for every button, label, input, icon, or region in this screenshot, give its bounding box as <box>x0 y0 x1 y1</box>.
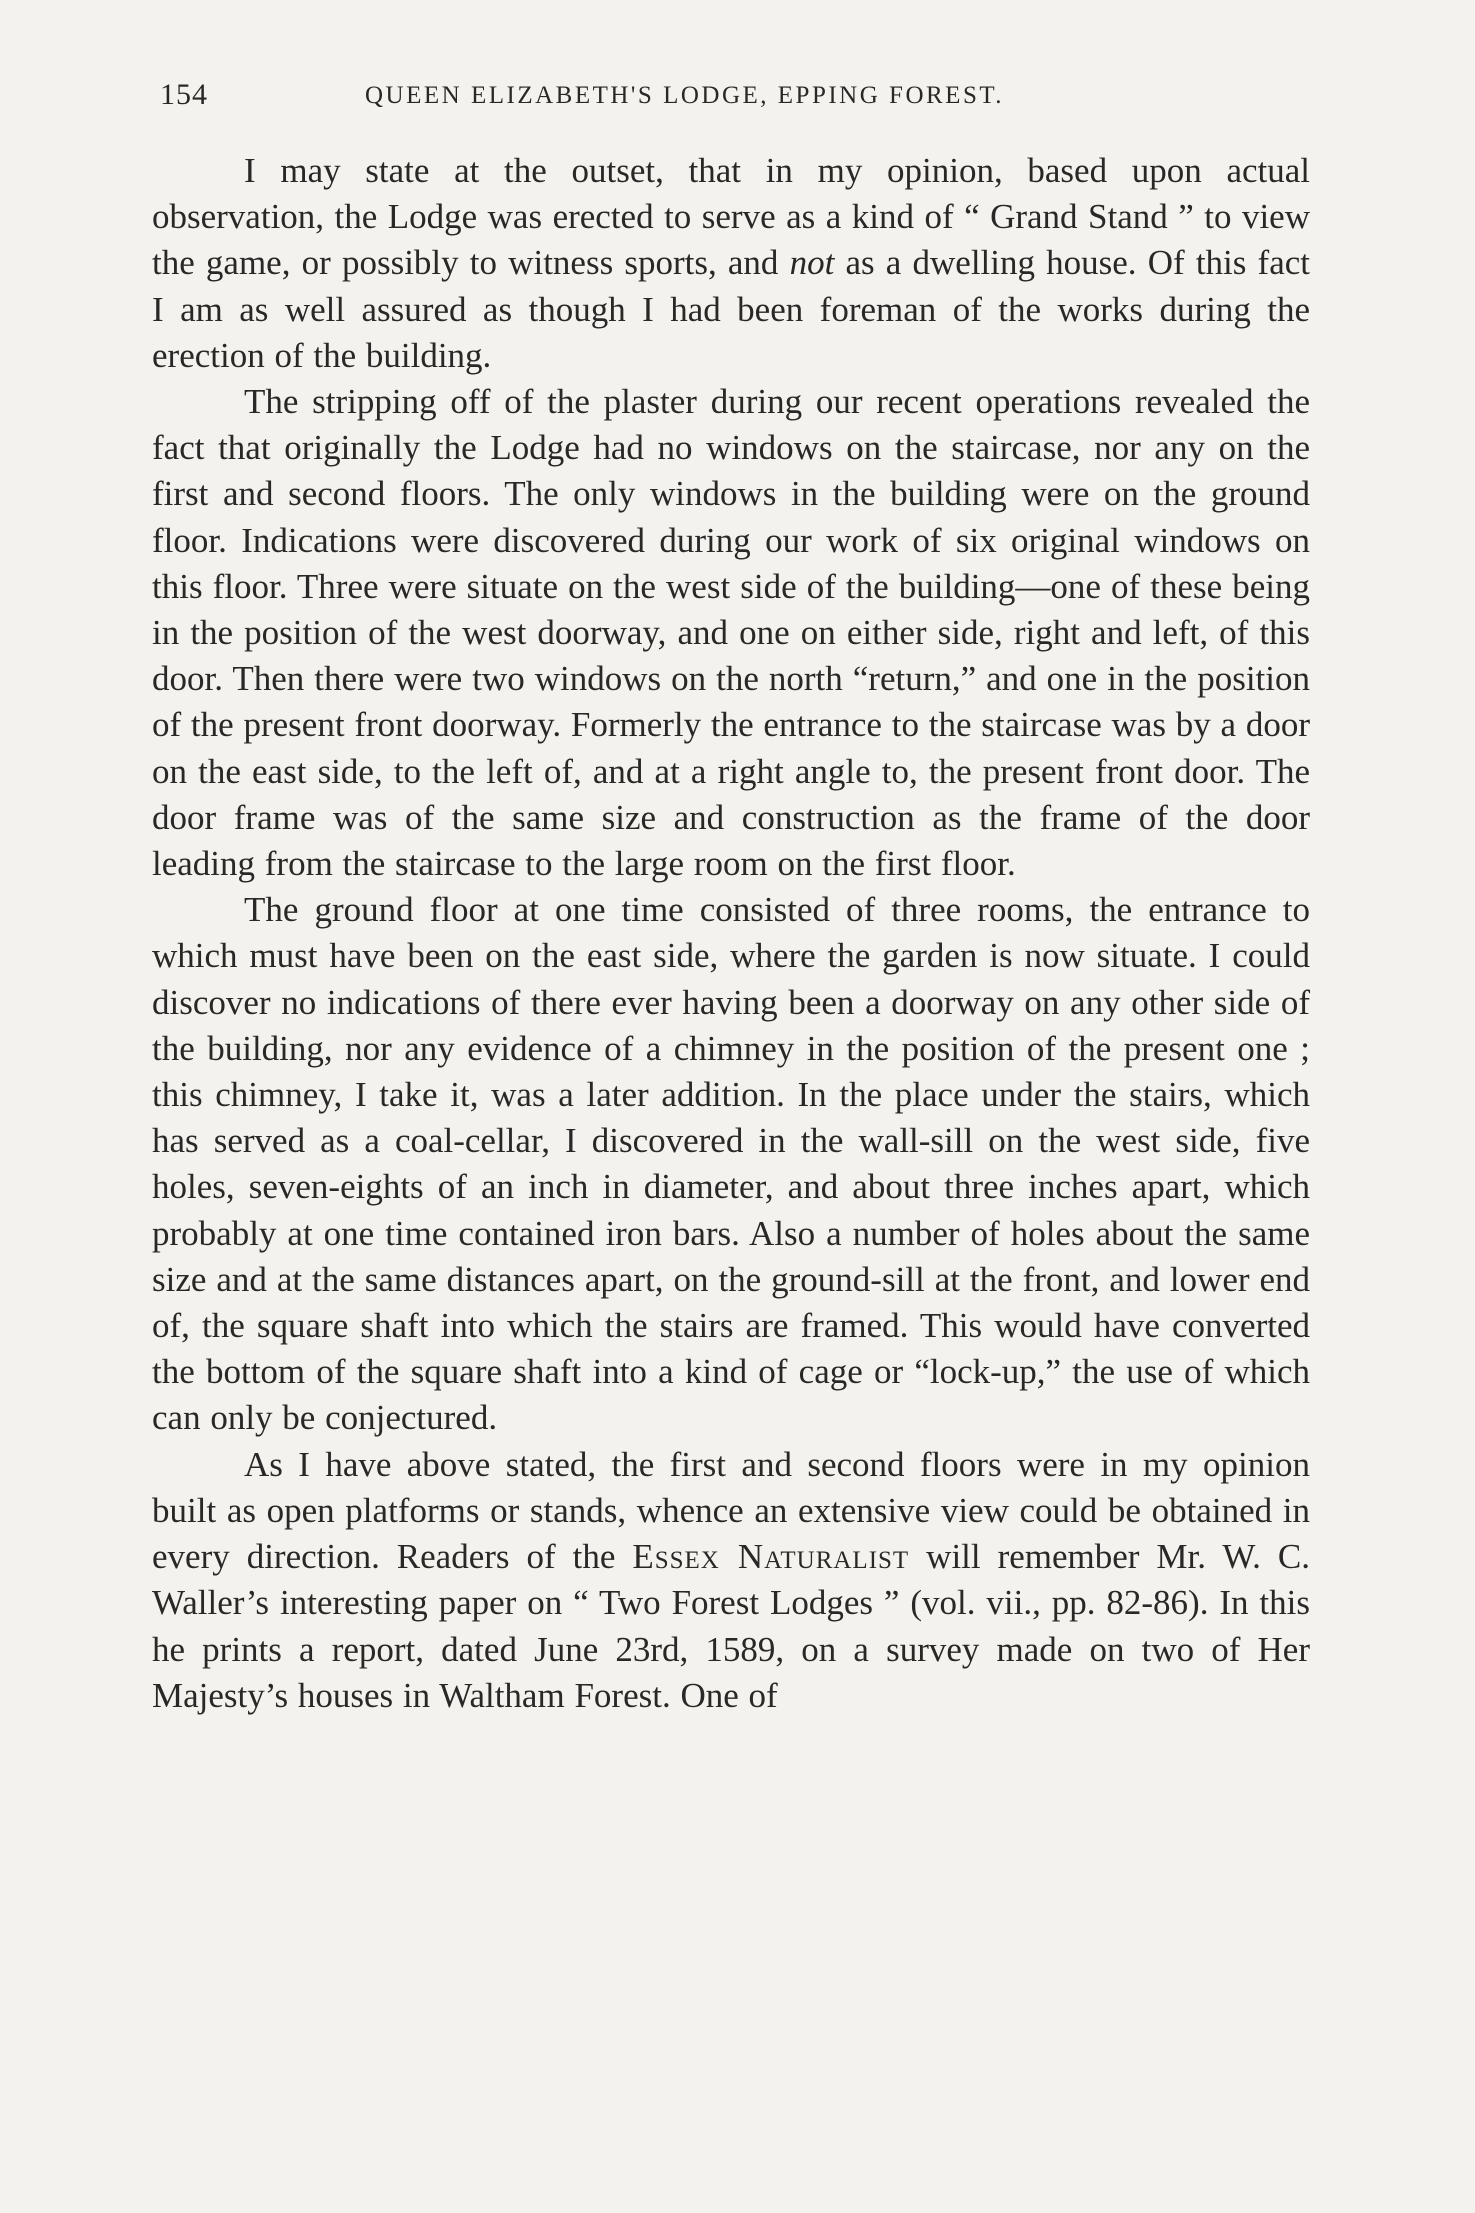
page-number: 154 <box>160 78 208 111</box>
paragraph-4 <box>152 1442 1310 1719</box>
paragraph-3: The ground floor at one time consisted of three rooms, the entrance to which must have been on the east side, where the garden is now situate. I could discover no indications of there ever having been a doorway on any other side of the building, nor any evidence of a chimney in the position of the present one ; this chimney, I take it, was a later addition. In the place under the stairs, which has served as a coal-cellar, I discovered in the wall-sill on the west side, five holes, seven-eights of an inch in diameter, and about three inches apart, which probably at one time contained iron bars. Also a number of holes about the same size and at the same distances apart, on the ground-sill at the front, and lower end of, the square shaft into which the stairs are framed. This would have converted the bottom of the square shaft into a kind of cage or “lock-up,” the use of which can only be conjectured. <box>152 890 1310 1438</box>
paragraph-2: The stripping off of the plaster during our recent operations revealed the fact that originally the Lodge had no windows on the staircase, nor any on the first and second floors. The only windows in the building were on the ground floor. Indications were discovered during our work of six original windows on this floor. Three were situate on the west side of the building—one of these being in the position of the west doorway, and one on either side, right and left, of this door. Then there were two windows on the north “return,” and one in the position of the present front doorway. Formerly the entrance to the staircase was by a door on the east side, to the left of, and at a right angle to, the present front door. The door frame was of the same size and construction as the frame of the door leading from the staircase to the large room on the first floor. <box>152 382 1310 884</box>
paragraph-1-text-b: as a dwelling house. Of this fact I am as well assured as though I had been foreman of the works during the erection of the building. <box>152 243 1310 375</box>
paragraph-1-text-a: I may state at the outset, that in my opinion, based upon actual observation, the Lodge was erected to serve as a kind of “ Grand Stand ” to view the game, or possibly to witness sports, and <box>152 151 1310 283</box>
running-title: QUEEN ELIZABETH'S LODGE, EPPING FOREST. <box>365 82 1005 109</box>
page-header <box>160 78 1320 118</box>
emphasis-not: not <box>789 243 835 283</box>
paragraph-1 <box>152 148 1310 379</box>
paragraph-4-text-b: will remember Mr. W. C. Waller’s interesting paper on “ Two Forest Lodges ” (vol. vii., pp. 82-86). In this he prints a report, dated June 23rd, 1589, on a survey made on two of Her Majesty’s houses in Waltham Forest. One of <box>152 1537 1310 1715</box>
paragraph-4-text-a: As I have above stated, the first and second floors were in my opinion built as open platforms or stands, whence an extensive view could be obtained in every direction. Readers of the <box>152 1444 1310 1577</box>
journal-title: Essex Naturalist <box>632 1537 910 1577</box>
body-text <box>152 148 1310 1719</box>
